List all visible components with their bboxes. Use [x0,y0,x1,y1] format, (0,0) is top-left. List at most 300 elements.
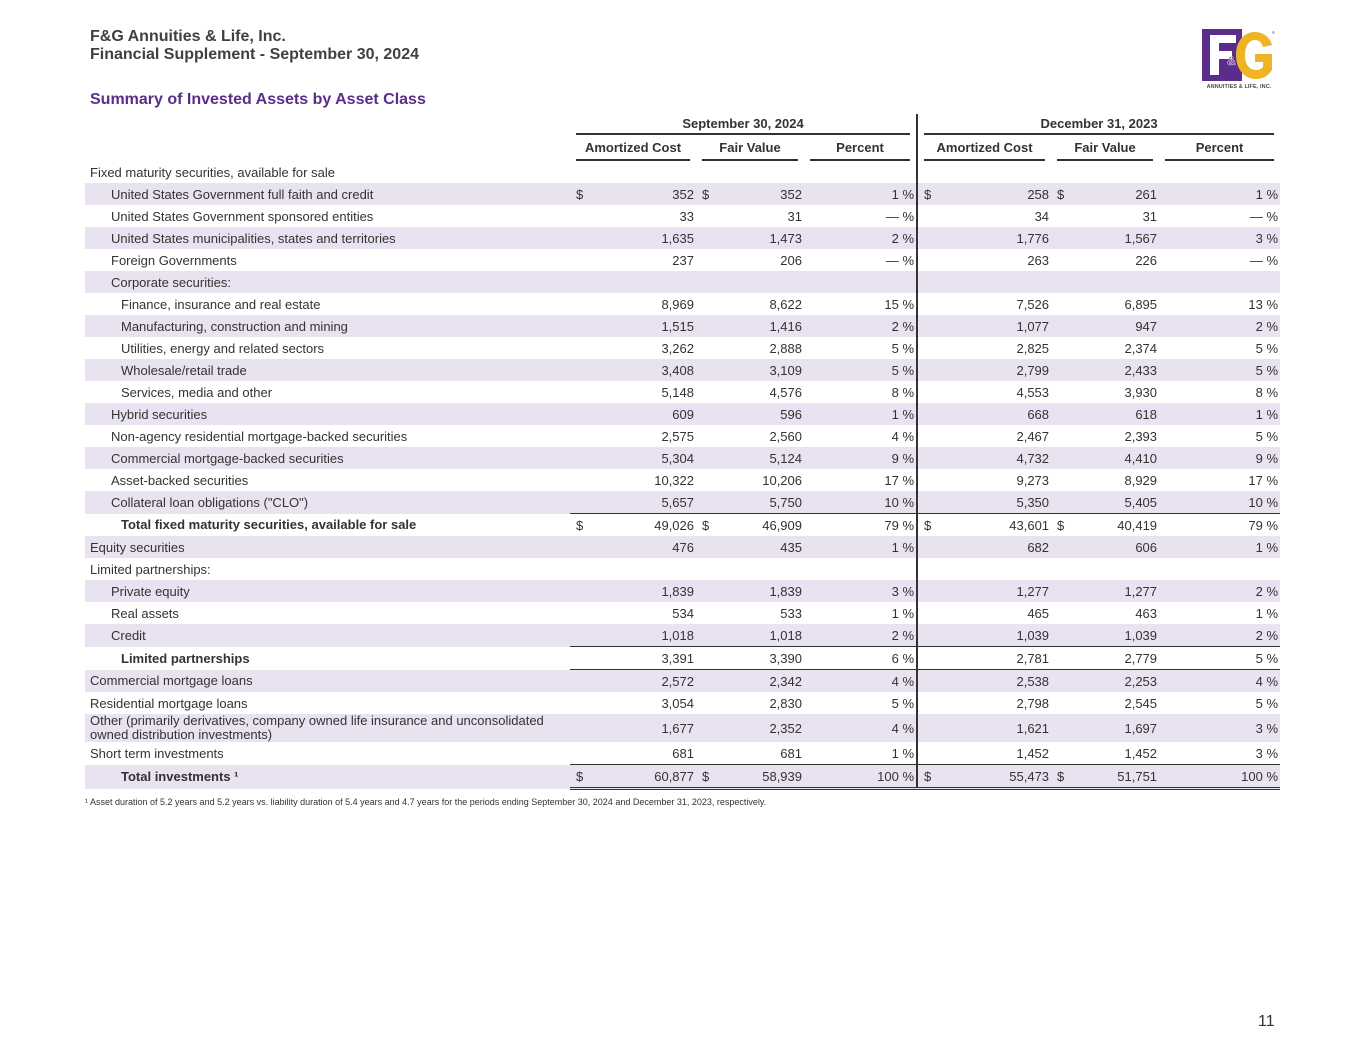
currency-symbol [1051,692,1071,714]
value-cell: 7,526 [1016,296,1050,312]
col-fair-value-2024: Fair Value [696,136,804,161]
value-cell: 5,405 [1071,491,1159,514]
fg-logo-mark [1202,29,1276,81]
currency-symbol [1051,249,1071,271]
currency-symbol [1051,580,1071,602]
percent-cell [1159,558,1280,580]
table-row [85,692,1280,714]
currency-symbol [696,624,716,647]
percent-cell: 79 % [804,514,917,537]
value-cell: 226 [1135,252,1158,268]
row-label: Manufacturing, construction and mining [85,315,570,337]
currency-symbol [917,337,939,359]
value-cell: 263 [1027,252,1050,268]
value-cell: 261 [1071,183,1159,205]
percent-cell: 4 % [804,714,917,742]
value-cell: 4,576 [769,384,802,400]
value-cell: 534 [672,605,694,621]
currency-symbol: $ [917,765,939,789]
currency-symbol [1051,337,1071,359]
table-row [85,536,1280,558]
percent-cell: 8 % [1255,384,1279,400]
currency-symbol [696,714,716,742]
value-cell [590,161,696,183]
value-cell: 681 [780,745,802,761]
currency-symbol [917,558,939,580]
currency-symbol [570,337,590,359]
currency-symbol [1051,403,1071,425]
row-label: Fixed maturity securities, available for sale [90,164,335,180]
currency-symbol [570,558,590,580]
table-row [85,647,1280,670]
currency-symbol [696,447,716,469]
currency-symbol [696,249,716,271]
currency-symbol [696,558,716,580]
currency-symbol [1051,227,1071,249]
table-row [85,670,1280,693]
currency-symbol [917,447,939,469]
currency-symbol [696,670,716,693]
currency-symbol [696,602,716,624]
value-cell [716,161,804,183]
currency-symbol [1051,624,1071,647]
currency-symbol [917,403,939,425]
value-cell: 31 [1142,208,1158,224]
value-cell: 5,750 [716,491,804,514]
value-cell: 947 [1071,315,1159,337]
percent-cell: 1 % [1255,605,1279,621]
value-cell: 1,567 [1071,227,1159,249]
percent-cell: 6 % [804,647,917,670]
currency-symbol [917,624,939,647]
value-cell: 43,601 [939,514,1051,537]
currency-symbol [570,624,590,647]
percent-cell [1159,161,1280,183]
row-label: Total investments ¹ [85,765,570,789]
currency-symbol [570,403,590,425]
value-cell: 2,538 [939,670,1051,693]
currency-symbol [696,381,716,403]
currency-symbol [696,205,716,227]
percent-cell: 3 % [1159,227,1280,249]
percent-cell [1159,271,1280,293]
currency-symbol [696,403,716,425]
currency-symbol [570,670,590,693]
table-row [85,315,1280,337]
value-cell: 465 [1027,605,1050,621]
percent-cell: 2 % [1159,580,1280,602]
row-label: United States Government full faith and credit [85,183,570,205]
value-cell [939,161,1051,183]
table-row [85,183,1280,205]
value-cell: 3,408 [590,359,696,381]
currency-symbol [696,337,716,359]
currency-symbol [696,227,716,249]
document-title: Financial Supplement - September 30, 2024 [90,46,419,63]
percent-cell [804,271,917,293]
currency-symbol [570,447,590,469]
row-label: Commercial mortgage loans [85,670,570,693]
value-cell: 1,697 [1071,714,1159,742]
row-label: Finance, insurance and real estate [121,296,321,312]
table-row [85,580,1280,602]
currency-symbol [696,491,716,514]
percent-cell: 2 % [804,315,917,337]
percent-cell: 3 % [1159,714,1280,742]
value-cell: 2,352 [716,714,804,742]
table-row [85,161,1280,183]
value-cell: 8,622 [769,296,802,312]
value-cell: 237 [672,252,694,268]
currency-symbol: $ [696,514,716,537]
value-cell: 5,350 [939,491,1051,514]
currency-symbol: $ [696,765,716,789]
currency-symbol [696,580,716,602]
currency-symbol [917,271,939,293]
value-cell: 682 [939,536,1051,558]
currency-symbol [570,692,590,714]
currency-symbol [917,647,939,670]
percent-cell: 5 % [1159,359,1280,381]
svg-text:&: & [1227,54,1236,68]
percent-cell: 5 % [1159,647,1280,670]
value-cell: 1,277 [939,580,1051,602]
currency-symbol [570,536,590,558]
currency-symbol [696,742,716,765]
value-cell: 668 [939,403,1051,425]
value-cell: 2,253 [1071,670,1159,693]
table-row [85,602,1280,624]
currency-symbol [917,249,939,271]
value-cell: 1,277 [1071,580,1159,602]
value-cell: 2,779 [1071,647,1159,670]
percent-cell: 1 % [804,403,917,425]
value-cell: 1,039 [1071,624,1159,647]
value-cell: 34 [1034,208,1050,224]
value-cell: 3,930 [1124,384,1158,400]
value-cell: 2,825 [1016,340,1050,356]
value-cell: 3,391 [590,647,696,670]
currency-symbol [570,580,590,602]
value-cell: 463 [1135,605,1158,621]
table-row [85,514,1280,537]
currency-symbol [1051,491,1071,514]
value-cell: 1,018 [590,624,696,647]
currency-symbol [917,161,939,183]
value-cell: 206 [780,252,802,268]
percent-cell: 4 % [1159,670,1280,693]
row-label: Credit [85,624,570,647]
percent-cell: 1 % [1159,183,1280,205]
currency-symbol [696,161,716,183]
company-logo [1200,29,1278,93]
company-name: F&G Annuities & Life, Inc. [90,28,286,45]
percent-cell: 9 % [804,447,917,469]
value-cell: 10,206 [762,472,802,488]
percent-cell: 17 % [884,472,915,488]
currency-symbol [570,359,590,381]
value-cell: 2,830 [769,695,802,711]
currency-symbol [917,670,939,693]
table-row [85,714,1280,742]
value-cell: 1,515 [590,315,696,337]
percent-cell: — % [885,208,915,224]
percent-cell: 100 % [1159,765,1280,789]
currency-symbol [696,536,716,558]
percent-cell [804,558,917,580]
value-cell: 2,572 [590,670,696,693]
percent-cell: — % [885,252,915,268]
row-label: Asset-backed securities [111,472,249,488]
value-cell: 609 [590,403,696,425]
value-cell: 9,273 [1016,472,1050,488]
svg-text:®: ® [1272,30,1275,35]
currency-symbol [917,425,939,447]
value-cell: 5,124 [716,447,804,469]
value-cell: 2,342 [716,670,804,693]
currency-symbol [570,714,590,742]
value-cell [590,271,696,293]
currency-symbol [696,359,716,381]
row-label: Commercial mortgage-backed securities [85,447,570,469]
value-cell: 2,888 [769,340,802,356]
currency-symbol: $ [696,183,716,205]
currency-symbol [917,469,939,491]
value-cell: 618 [1071,403,1159,425]
table-row [85,742,1280,765]
currency-symbol: $ [570,765,590,789]
row-label: Limited partnerships: [90,561,211,577]
currency-symbol [917,381,939,403]
col-amortized-cost-2024: Amortized Cost [570,136,696,161]
percent-cell: 1 % [1159,536,1280,558]
currency-symbol [1051,469,1071,491]
currency-symbol [696,293,716,315]
currency-symbol [570,491,590,514]
currency-symbol [570,315,590,337]
currency-symbol [570,647,590,670]
percent-cell: — % [1249,208,1279,224]
percent-cell: 5 % [891,695,915,711]
value-cell: 2,781 [939,647,1051,670]
currency-symbol [696,469,716,491]
row-label: Real assets [111,605,179,621]
value-cell: 1,416 [716,315,804,337]
page-number: 11 [1258,1013,1275,1030]
percent-cell: 5 % [804,359,917,381]
currency-symbol [1051,558,1071,580]
table-row [85,491,1280,514]
value-cell [1071,271,1159,293]
percent-cell: 8 % [891,384,915,400]
currency-symbol [1051,359,1071,381]
invested-assets-table [85,114,1280,790]
table-row [85,425,1280,447]
currency-symbol [1051,536,1071,558]
table-row [85,205,1280,227]
currency-symbol [696,647,716,670]
value-cell: 1,839 [716,580,804,602]
value-cell: 6,895 [1124,296,1158,312]
table-row [85,558,1280,580]
row-label: Services, media and other [121,384,273,400]
value-cell: 2,467 [1016,428,1050,444]
section-title: Summary of Invested Assets by Asset Class [90,91,426,108]
currency-symbol [696,315,716,337]
value-cell: 1,452 [1124,745,1158,761]
value-cell: 2,393 [1124,428,1158,444]
value-cell: 60,877 [590,765,696,789]
percent-cell: 2 % [1159,315,1280,337]
value-cell: 606 [1071,536,1159,558]
currency-symbol [696,425,716,447]
currency-symbol [1051,381,1071,403]
value-cell [716,558,804,580]
percent-cell: 17 % [1248,472,1279,488]
value-cell: 2,575 [661,428,694,444]
percent-cell: 5 % [1255,340,1279,356]
percent-cell: 2 % [804,624,917,647]
percent-cell: 79 % [1159,514,1280,537]
value-cell: 2,374 [1124,340,1158,356]
currency-symbol [570,249,590,271]
currency-symbol: $ [570,183,590,205]
row-label: Corporate securities: [85,271,570,293]
row-label: United States municipalities, states and territories [85,227,570,249]
value-cell: 681 [672,745,694,761]
currency-symbol [917,580,939,602]
value-cell [590,558,696,580]
table-row [85,381,1280,403]
currency-symbol [917,491,939,514]
percent-cell: 5 % [1255,428,1279,444]
currency-symbol [570,425,590,447]
currency-symbol [696,271,716,293]
percent-cell: 3 % [804,580,917,602]
currency-symbol [1051,425,1071,447]
value-cell: 1,776 [939,227,1051,249]
row-label: Total fixed maturity securities, available for sale [121,517,417,533]
value-cell: 2,799 [939,359,1051,381]
period-header-sep-2024: September 30, 2024 [570,114,917,136]
value-cell: 1,677 [590,714,696,742]
row-label: Collateral loan obligations ("CLO") [85,491,570,514]
percent-cell: — % [1249,252,1279,268]
col-amortized-cost-2023: Amortized Cost [917,136,1051,161]
footnote: ¹ Asset duration of 5.2 years and 5.2 years vs. liability duration of 5.4 years and 4.7 years for the periods ending September 30, 2024 and December 31, 2023, respectively. [85,797,767,807]
percent-cell: 2 % [804,227,917,249]
table-row [85,359,1280,381]
currency-symbol [917,205,939,227]
value-cell: 40,419 [1071,514,1159,537]
value-cell: 55,473 [939,765,1051,789]
currency-symbol [696,692,716,714]
currency-symbol [917,714,939,742]
percent-cell: 10 % [1159,491,1280,514]
table-row [85,765,1280,789]
row-label: Short term investments [90,745,224,761]
value-cell: 4,410 [1071,447,1159,469]
percent-cell [804,161,917,183]
currency-symbol [917,359,939,381]
table-row [85,227,1280,249]
row-label: Hybrid securities [85,403,570,425]
currency-symbol [570,271,590,293]
currency-symbol [1051,742,1071,765]
value-cell: 46,909 [716,514,804,537]
table-row [85,447,1280,469]
row-label: Other (primarily derivatives, company owned life insurance and unconsolidated owned distribution investments) [85,714,570,742]
value-cell: 1,018 [716,624,804,647]
currency-symbol [570,227,590,249]
currency-symbol [570,161,590,183]
table-row [85,293,1280,315]
currency-symbol: $ [917,183,939,205]
currency-symbol [570,742,590,765]
value-cell: 51,751 [1071,765,1159,789]
currency-symbol [1051,602,1071,624]
currency-symbol [917,293,939,315]
currency-symbol [917,536,939,558]
value-cell: 3,109 [716,359,804,381]
value-cell: 10,322 [654,472,694,488]
currency-symbol [917,602,939,624]
value-cell: 33 [679,208,694,224]
table-row [85,271,1280,293]
value-cell: 1,635 [590,227,696,249]
value-cell: 31 [787,208,802,224]
currency-symbol [1051,315,1071,337]
percent-cell: 15 % [884,296,915,312]
currency-symbol [917,227,939,249]
percent-cell: 10 % [804,491,917,514]
value-cell: 1,077 [939,315,1051,337]
table-row [85,249,1280,271]
percent-cell: 100 % [804,765,917,789]
value-cell: 596 [716,403,804,425]
currency-symbol [1051,161,1071,183]
currency-symbol: $ [1051,514,1071,537]
value-cell: 1,039 [939,624,1051,647]
value-cell: 435 [716,536,804,558]
percent-cell: 1 % [804,183,917,205]
row-label: Wholesale/retail trade [85,359,570,381]
value-cell: 258 [939,183,1051,205]
currency-symbol [1051,205,1071,227]
value-cell: 533 [780,605,802,621]
col-percent-2024: Percent [804,136,917,161]
value-cell: 4,553 [1016,384,1050,400]
table-row [85,624,1280,647]
col-percent-2023: Percent [1159,136,1280,161]
value-cell: 352 [590,183,696,205]
value-cell [1071,161,1159,183]
value-cell: 49,026 [590,514,696,537]
value-cell [939,271,1051,293]
value-cell [716,271,804,293]
value-cell: 2,798 [1016,695,1050,711]
currency-symbol [570,205,590,227]
currency-symbol [1051,714,1071,742]
row-label: Equity securities [85,536,570,558]
percent-cell: 5 % [1255,695,1279,711]
row-label: Non-agency residential mortgage-backed securities [111,428,408,444]
percent-cell: 3 % [1255,745,1279,761]
currency-symbol: $ [1051,765,1071,789]
currency-symbol [1051,293,1071,315]
currency-symbol [570,602,590,624]
currency-symbol [917,742,939,765]
